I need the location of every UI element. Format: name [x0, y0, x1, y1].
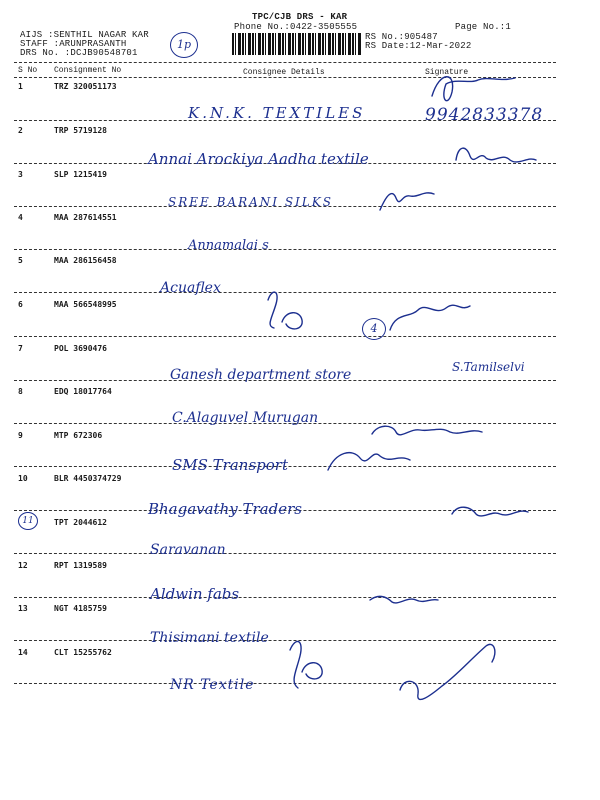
row-consignment: TRZ 320051173	[54, 82, 117, 91]
signature-row12	[370, 596, 438, 603]
signature-row13b	[302, 663, 322, 679]
row-sno: 12	[18, 561, 28, 570]
row-consignment: BLR 4450374729	[54, 474, 122, 483]
row-sno: 13	[18, 604, 28, 613]
row-consignment: MAA 286156458	[54, 256, 117, 265]
row-sno: 5	[18, 256, 23, 265]
rs-date: RS Date:12-Mar-2022	[365, 41, 472, 51]
row-sno: 8	[18, 387, 23, 396]
row-consignee: C.Alaguvel Murugan	[172, 410, 319, 426]
row-consignment: EDQ 18017764	[54, 387, 112, 396]
row-stamp: 4	[362, 318, 386, 340]
signature-row5b	[282, 313, 302, 329]
staff-line: STAFF :ARUNPRASANTH	[20, 39, 127, 49]
phone-number: Phone No.:0422-3505555	[234, 22, 358, 32]
column-signature: Signature	[425, 68, 469, 77]
column-sno: S No	[18, 66, 38, 75]
row-consignment: MTP 672306	[54, 431, 103, 440]
row-consignee: K.N.K. TEXTILES	[188, 104, 366, 122]
row-sno: 2	[18, 126, 23, 135]
row-sno: 1	[18, 82, 23, 91]
signature-row3	[380, 193, 434, 210]
rs-number: RS No.:905487	[365, 32, 438, 42]
signature-row10	[452, 507, 528, 516]
row-stamp: 11	[18, 512, 38, 530]
row-consignee: Aldwin fabs	[150, 585, 240, 603]
row-consignee: Annai Arockiya Aadha textile	[148, 150, 369, 168]
page-number: Page No.:1	[455, 22, 512, 32]
row-consignment: CLT 15255762	[54, 648, 112, 657]
row-consignment: TRP 5719128	[54, 126, 107, 135]
initial-stamp: 1p	[170, 32, 198, 58]
row-consignee: Annamalai s	[188, 238, 269, 253]
row-sno: 7	[18, 344, 23, 353]
column-consignment: Consignment No	[54, 66, 122, 75]
row-consignee: SMS Transport	[172, 456, 288, 474]
row-sno: 4	[18, 213, 23, 222]
row-consignment: NGT 4185759	[54, 604, 107, 613]
row-sno: 9	[18, 431, 23, 440]
column-consignee: Consignee Details	[243, 68, 325, 77]
signature-row6	[390, 305, 470, 330]
row-consignee: NR Textile	[170, 677, 255, 693]
row-consignment: RPT 1319589	[54, 561, 107, 570]
signature-row13	[290, 641, 301, 688]
row-consignment: MAA 287614551	[54, 213, 117, 222]
signature-row1	[432, 77, 515, 101]
row-consignee: Saravanan	[150, 542, 226, 558]
signature-row5a	[268, 292, 277, 328]
signature-row9	[328, 453, 410, 470]
row-consignee: Thisimani textile	[150, 630, 269, 646]
row-sno: 10	[18, 474, 28, 483]
drs-number: DRS No. :DCJB90548701	[20, 48, 138, 58]
signature-row14	[400, 644, 495, 699]
signature-row2	[456, 148, 536, 162]
row-receiver-note: S.Tamilselvi	[452, 360, 525, 374]
row-consignment: TPT 2044612	[54, 518, 107, 527]
row-consignee: Ganesh department store	[170, 367, 352, 383]
row-sno: 6	[18, 300, 23, 309]
row-consignment: POL 3690476	[54, 344, 107, 353]
row-consignment: MAA 566548995	[54, 300, 117, 309]
row-phone-note: 9942833378	[425, 105, 544, 125]
signature-row8	[372, 426, 482, 435]
row-consignee: Acuaflex	[160, 280, 221, 296]
area-line: AIJS :SENTHIL NAGAR KAR	[20, 30, 149, 40]
row-consignee: SREE BARANI SILKS	[168, 195, 333, 209]
document-title: TPC/CJB DRS - KAR	[252, 12, 348, 22]
row-sno: 14	[18, 648, 28, 657]
row-consignee: Bhagavathy Traders	[148, 500, 302, 518]
row-consignment: SLP 1215419	[54, 170, 107, 179]
row-sno: 3	[18, 170, 23, 179]
